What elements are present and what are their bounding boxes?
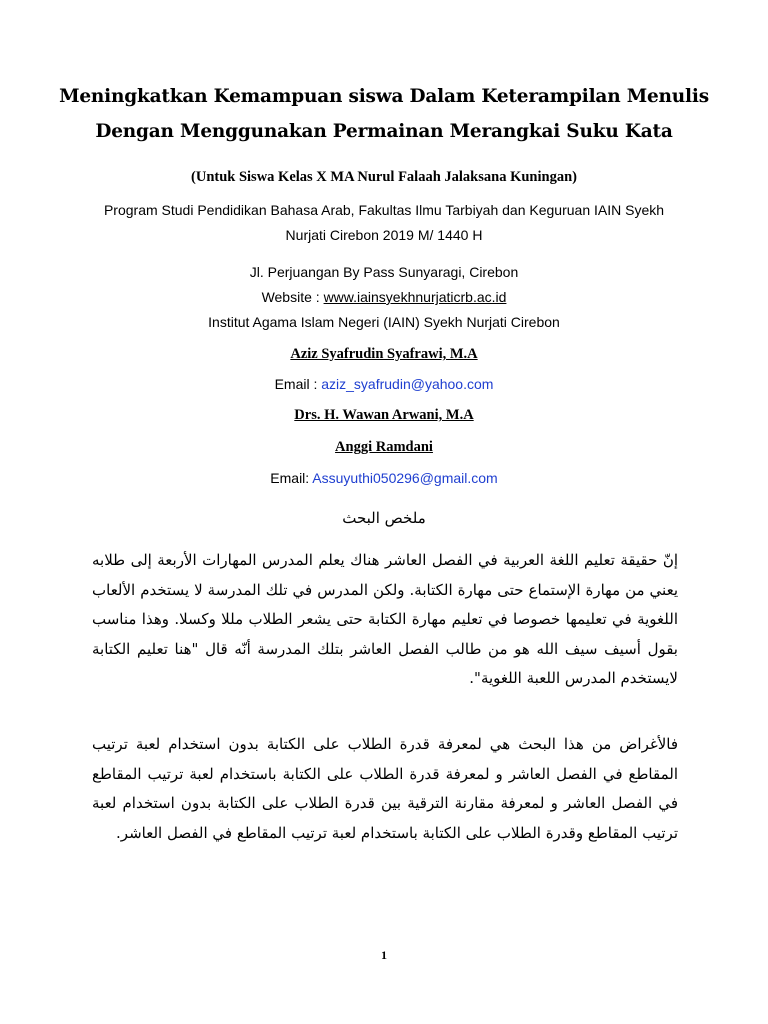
author-email-line	[40, 470, 728, 486]
email-label: Email :	[274, 376, 322, 392]
author-name: Aziz Syafrudin Syafrawi, M.A	[290, 346, 478, 362]
affiliation-line-2: Nurjati Cirebon 2019 M/ 1440 H	[285, 227, 483, 243]
website-label: Website :	[261, 289, 324, 305]
author-email-link[interactable]: aziz_syafrudin@yahoo.com	[321, 376, 494, 392]
abstract-heading: ملخص البحث	[342, 509, 426, 527]
paper-title-line-1: Meningkatkan Kemampuan siswa Dalam Keterampilan Menulis	[59, 86, 709, 107]
email-label: Email:	[270, 470, 313, 486]
author-name: Drs. H. Wawan Arwani, M.A	[294, 407, 474, 423]
institution-name: Institut Agama Islam Negeri (IAIN) Syekh Nurjati Cirebon	[208, 314, 560, 330]
abstract-paragraph-1: إنّ حقيقة تعليم اللغة العربية في الفصل العاشر هناك يعلم المدرس المهارات الأربعة إلى طلابه يعني من مهارة الإستماع حتى مهارة الكتابة. ولكن المدرس في تلك المدرسة لا يستخدم الألعاب اللغوية في تعليمها خصوصا في تعليم مهارة الكتابة حتى يشعر الطلاب مللا وكسلا. وهذا مناسب بقول أسيف سيف الله هو من طالب الفصل العاشر بتلك المدرسة أنّه قال "هنا تعليم الكتابة لايستخدم المدرس اللعبة اللغوية".	[92, 551, 679, 687]
website-link[interactable]: www.iainsyekhnurjaticrb.ac.id	[323, 289, 507, 305]
author-email-line	[40, 376, 728, 392]
paper-title-line-2: Dengan Menggunakan Permainan Merangkai Suku Kata	[95, 121, 673, 142]
abstract-paragraph-2: فالأغراض من هذا البحث هي لمعرفة قدرة الطلاب على الكتابة بدون استخدام لعبة ترتيب المقاطع في الفصل العاشر و لمعرفة قدرة الطلاب على الكتابة باستخدام لعبة ترتيب المقاطع في الفصل العاشر و لمعرفة مقارنة الترقية بين قدرة الطلاب على الكتابة بدون استخدام لعبة ترتيب المقاطع وقدرة الطلاب على الكتابة باستخدام لعبة ترتيب المقاطع في الفصل العاشر.	[92, 735, 678, 842]
author-email-link[interactable]: Assuyuthi050296@gmail.com	[312, 470, 498, 486]
author-name: Anggi Ramdani	[335, 439, 433, 455]
affiliation-line-1: Program Studi Pendidikan Bahasa Arab, Fakultas Ilmu Tarbiyah dan Keguruan IAIN Syekh	[103, 202, 665, 218]
paper-subtitle: (Untuk Siswa Kelas X MA Nurul Falaah Jalaksana Kuningan)	[191, 169, 577, 185]
page-number: 1	[381, 948, 387, 962]
website-line	[40, 289, 728, 305]
address: Jl. Perjuangan By Pass Sunyaragi, Cirebon	[249, 264, 519, 280]
